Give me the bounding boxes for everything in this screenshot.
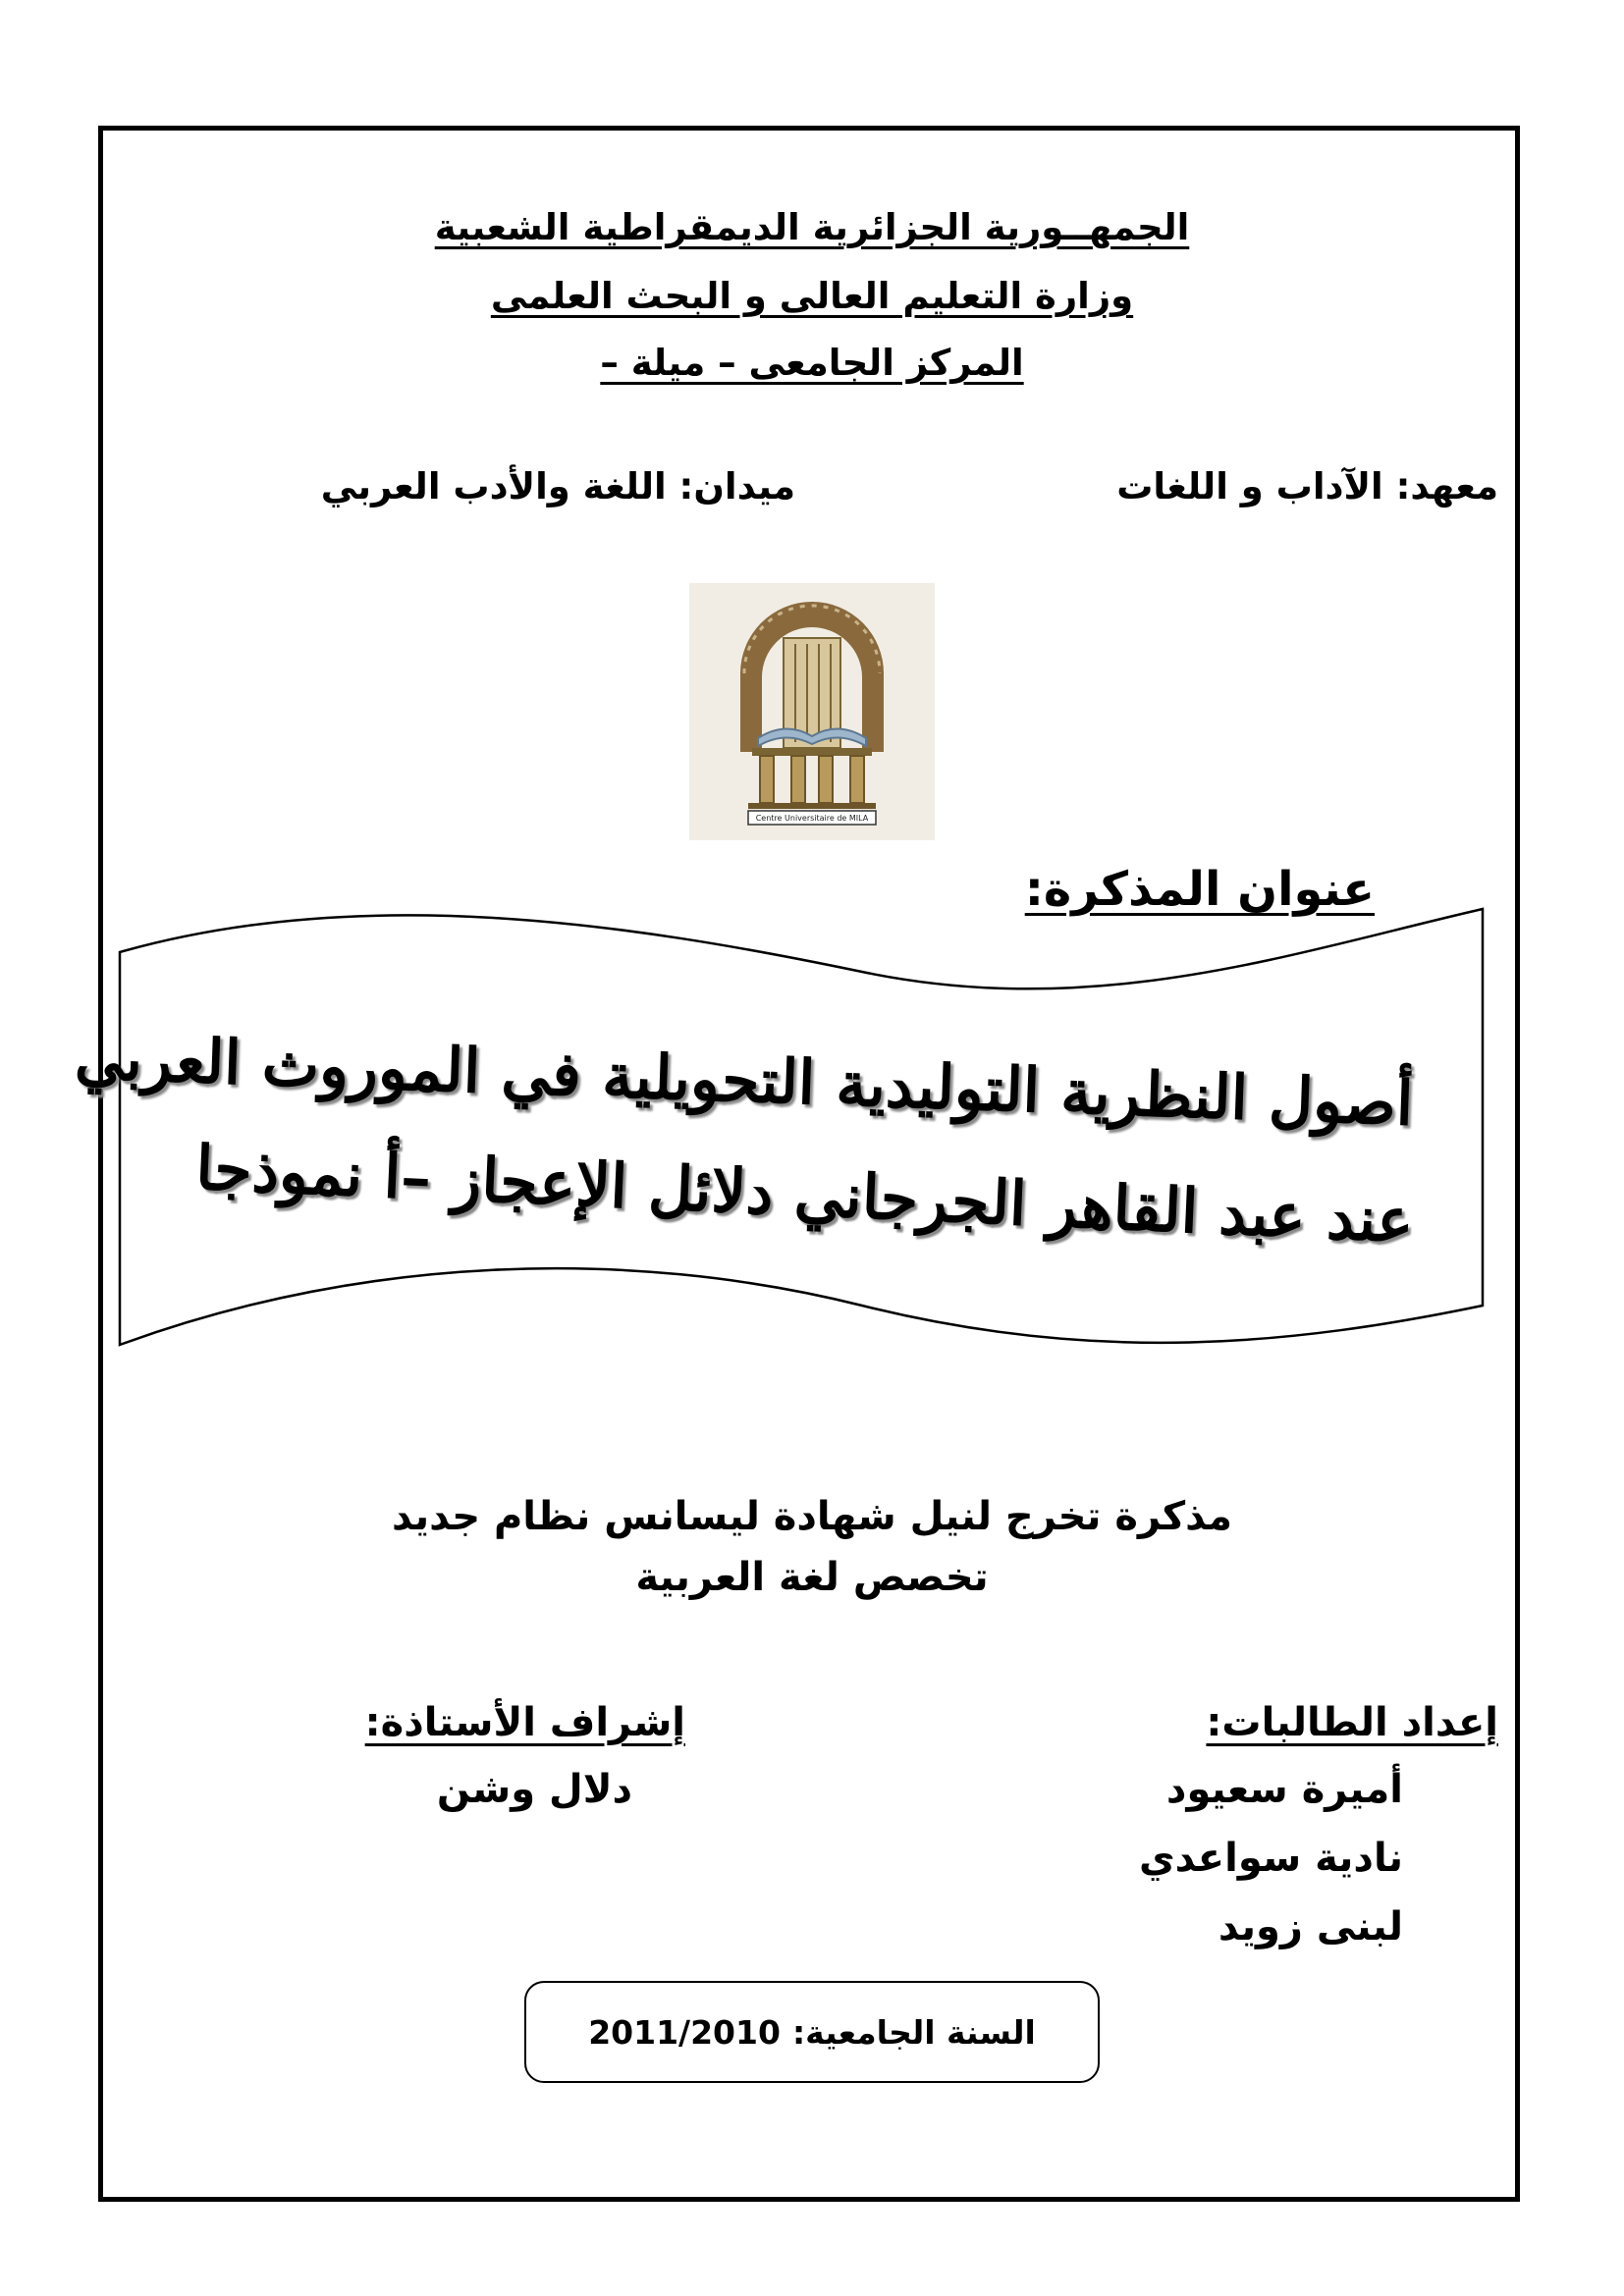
field-label: ميدان: اللغة والأدب العربي bbox=[320, 465, 795, 507]
republic-heading: الجمهــورية الجزائرية الديمقراطية الشعبية bbox=[434, 206, 1190, 248]
academic-year-box bbox=[524, 1981, 1100, 2083]
student-name: نادية سواعدي bbox=[1139, 1836, 1403, 1881]
degree-line-2: تخصص لغة العربية bbox=[635, 1555, 989, 1600]
student-name: لبنى زويد bbox=[1218, 1904, 1403, 1949]
thesis-title-line-2: عند عبد القاهر الجرجاني دلائل الإعجاز –أ نموذجا bbox=[193, 1131, 1416, 1257]
university-logo-image bbox=[689, 583, 935, 840]
student-name: أميرة سعيود bbox=[1165, 1767, 1403, 1812]
center-heading: المركز الجامعى – ميلة – bbox=[600, 342, 1024, 384]
supervisor-label: إشراف الأستاذة: bbox=[364, 1700, 685, 1745]
degree-line-1: مذكرة تخرج لنيل شهادة ليسانس نظام جديد bbox=[391, 1494, 1233, 1539]
thesis-title-line-1: أصول النظرية التوليدية التحويلية في الموروث العربي bbox=[74, 1021, 1415, 1140]
academic-year-value: 2011/2010 bbox=[588, 2012, 781, 2052]
title-label: عنوان المذكرة: bbox=[1024, 862, 1375, 917]
students-label: إعداد الطالبات: bbox=[1206, 1700, 1498, 1745]
logo-caption: Centre Universitaire de MILA bbox=[755, 814, 869, 823]
academic-year-label: السنة الجامعية: bbox=[791, 2012, 1036, 2052]
university-logo bbox=[689, 583, 935, 840]
institute-label: معهد: الآداب و اللغات bbox=[1116, 465, 1498, 507]
supervisor-name: دلال وشن bbox=[436, 1767, 632, 1812]
ministry-heading: وزارة التعليم العالى و البحث العلمى bbox=[490, 275, 1134, 317]
